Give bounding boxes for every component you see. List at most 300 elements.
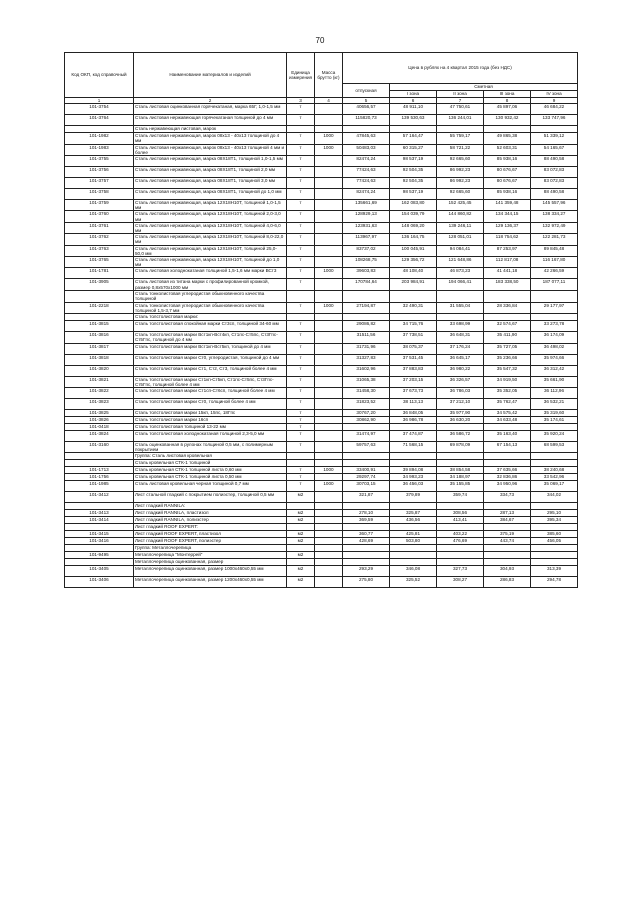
item-mass	[315, 566, 343, 577]
price-release: 360,77	[343, 531, 390, 538]
item-name: Сталь толстолистовая толщиной 13-22 мм	[134, 424, 287, 431]
price-zone-3: 85 938,16	[484, 156, 531, 167]
header-zone-3: III зона	[484, 91, 531, 98]
table-row	[65, 431, 578, 442]
price-zone-2: 308,27	[437, 577, 484, 588]
price-release: 31458,30	[343, 388, 390, 399]
item-mass	[315, 365, 343, 376]
price-zone-3: 35 236,66	[484, 354, 531, 365]
item-unit: т	[287, 442, 315, 453]
empty-cell	[343, 503, 390, 510]
header-mass: Масса брутто (кг)	[315, 53, 343, 98]
price-zone-2: 55 759,17	[437, 133, 484, 144]
empty-cell	[343, 559, 390, 566]
empty-cell	[437, 126, 484, 133]
item-mass	[315, 577, 343, 588]
price-zone-3: 87 253,97	[484, 245, 531, 256]
price-zone-2: 92 665,60	[437, 156, 484, 167]
item-code: 101-3759	[65, 200, 134, 211]
price-zone-2: 194 066,41	[437, 279, 484, 290]
price-zone-4: 35 319,60	[531, 410, 578, 417]
empty-cell	[484, 460, 531, 467]
price-zone-2: 35 977,90	[437, 410, 484, 417]
item-unit: т	[287, 424, 315, 431]
price-zone-1: 32 490,31	[390, 302, 437, 313]
table-row	[65, 467, 578, 474]
item-name: Металлочерепица оцинкованная, размер 1200х460х0,55 мм	[134, 577, 287, 588]
price-zone-1: 92 504,35	[390, 178, 437, 189]
item-code: 101-3762	[65, 234, 134, 245]
price-release: 39603,83	[343, 268, 390, 279]
empty-cell	[315, 126, 343, 133]
item-name: Сталь листовая нержавеющая, марок 08х13 - 40х13 толщиной до 4 мм	[134, 133, 287, 144]
item-mass	[315, 417, 343, 424]
table-row	[65, 388, 578, 399]
item-code: 101-3905	[65, 279, 134, 290]
price-zone-4: 54 165,67	[531, 144, 578, 155]
price-release: 115820,73	[343, 115, 390, 126]
empty-cell	[287, 559, 315, 566]
header-zone-4: IV зона	[531, 91, 578, 98]
section-title: Группа: Металлочерепица	[134, 545, 287, 552]
price-zone-2: 136 244,01	[437, 115, 484, 126]
price-release	[343, 424, 390, 431]
item-code: 101-3824	[65, 431, 134, 442]
empty-cell	[343, 460, 390, 467]
item-unit: м2	[287, 517, 315, 524]
item-mass	[315, 343, 343, 354]
item-mass	[315, 245, 343, 256]
item-unit: т	[287, 481, 315, 492]
price-zone-4: 395,34	[531, 517, 578, 524]
item-unit: м2	[287, 531, 315, 538]
empty-cell	[531, 559, 578, 566]
empty-cell	[315, 545, 343, 552]
table-row	[65, 365, 578, 376]
price-zone-3: 32 836,86	[484, 474, 531, 481]
price-zone-3: 49 865,38	[484, 133, 531, 144]
item-mass	[315, 234, 343, 245]
price-release: 123931,63	[343, 222, 390, 233]
section-row	[65, 503, 578, 510]
item-mass	[315, 424, 343, 431]
empty-cell	[287, 290, 315, 302]
price-zone-1: 57 164,47	[390, 133, 437, 144]
item-name: Лист гладкий ROOF EXPERT, полиэстер	[134, 538, 287, 545]
empty-cell	[287, 314, 315, 321]
item-code: 101-3821	[65, 376, 134, 387]
item-unit: м2	[287, 492, 315, 503]
item-mass	[315, 279, 343, 290]
price-zone-4: 133 747,96	[531, 115, 578, 126]
item-name: Сталь кровельная СТК-1 толщиной листа 0,60 мм	[134, 467, 287, 474]
table-row	[65, 302, 578, 313]
item-mass	[315, 354, 343, 365]
price-zone-1: 129 356,72	[390, 257, 437, 268]
price-zone-3: 34 633,48	[484, 417, 531, 424]
price-release: 108268,75	[343, 257, 390, 268]
item-code: 101-3761	[65, 222, 134, 233]
price-zone-3: 334,73	[484, 492, 531, 503]
price-zone-2: 47 750,61	[437, 104, 484, 115]
item-name: Сталь листовая нержавеющая, марка 12Х18Н10Т, толщиной 4,0-6,0 мм	[134, 222, 287, 233]
price-zone-2: 476,69	[437, 538, 484, 545]
price-zone-1: 37 203,15	[390, 376, 437, 387]
price-zone-4: 35 661,90	[531, 376, 578, 387]
table-row	[65, 332, 578, 343]
item-name: Сталь листовая нержавеющая горячекатаная толщиной до 4 мм	[134, 115, 287, 126]
item-unit: т	[287, 144, 315, 155]
header-zone-1: I зона	[390, 91, 437, 98]
price-zone-2: 36 630,20	[437, 417, 484, 424]
price-zone-1: 148 069,20	[390, 222, 437, 233]
price-release: 31511,56	[343, 332, 390, 343]
empty-cell	[484, 503, 531, 510]
price-zone-2: 413,41	[437, 517, 484, 524]
empty-cell	[390, 545, 437, 552]
empty-cell	[390, 503, 437, 510]
item-name: Сталь листовая нержавеющая, марка 12Х18Н10Т, толщиной до 1,0 мм	[134, 257, 287, 268]
price-zone-4: 88 490,58	[531, 189, 578, 200]
table-row	[65, 115, 578, 126]
header-unit: Единица измерения	[287, 53, 315, 98]
section-title: Группа: Сталь листовая кровельная	[134, 453, 287, 460]
item-mass	[315, 492, 343, 503]
item-code: 101-3413	[65, 510, 134, 517]
price-zone-3: 41 441,18	[484, 268, 531, 279]
table-row	[65, 577, 578, 588]
price-zone-1: 37 531,45	[390, 354, 437, 365]
item-name: Сталь оцинкованная в рулонах толщиной 0,5 мм, с полимерным покрытием	[134, 442, 287, 453]
item-unit: т	[287, 245, 315, 256]
price-zone-1: 425,81	[390, 531, 437, 538]
price-zone-2: 403,22	[437, 531, 484, 538]
price-zone-1: 325,52	[390, 577, 437, 588]
empty-cell	[315, 524, 343, 531]
table-row	[65, 474, 578, 481]
item-mass: 1000	[315, 481, 343, 492]
price-zone-3: 52 603,31	[484, 144, 531, 155]
item-code: 101-3756	[65, 167, 134, 178]
empty-cell	[531, 290, 578, 302]
item-mass	[315, 510, 343, 517]
price-zone-2: 33 698,99	[437, 321, 484, 332]
item-code: 101-3412	[65, 492, 134, 503]
table-row	[65, 156, 578, 167]
price-zone-2: 139 246,11	[437, 222, 484, 233]
item-mass	[315, 332, 343, 343]
item-unit: т	[287, 189, 315, 200]
item-code: 101-3763	[65, 245, 134, 256]
price-zone-2: 36 586,72	[437, 431, 484, 442]
price-release: 31602,96	[343, 365, 390, 376]
header-name: Наименование материалов и изделий	[134, 53, 287, 98]
empty-cell	[484, 453, 531, 460]
price-zone-4: 35 974,66	[531, 354, 578, 365]
section-code-cell	[65, 290, 134, 302]
table-row	[65, 234, 578, 245]
empty-cell	[531, 126, 578, 133]
empty-cell	[315, 290, 343, 302]
price-zone-1: 34 993,23	[390, 474, 437, 481]
item-mass	[315, 178, 343, 189]
item-code: 101-3406	[65, 577, 134, 588]
section-title: Сталь нержавеющая листовая, марок	[134, 126, 287, 133]
item-unit: м2	[287, 566, 315, 577]
item-unit: т	[287, 279, 315, 290]
empty-cell	[437, 460, 484, 467]
table-row	[65, 481, 578, 492]
item-name: Сталь листовая нержавеющая, марка 12Х18Н10Т, толщиной 1,0-1,5 мм	[134, 200, 287, 211]
price-zone-3: 375,19	[484, 531, 531, 538]
col-index: 5	[343, 98, 390, 104]
price-zone-3: 45 897,06	[484, 104, 531, 115]
price-release: 33400,91	[343, 467, 390, 474]
price-release: 27194,87	[343, 302, 390, 313]
table-row	[65, 552, 578, 559]
item-name: Сталь толстолистовая марки Вст1кп-Вст4кп, Ст1пс-Ст5пс, Ст3Гпс-Ст5Гпс, толщиной до 4 мм	[134, 332, 287, 343]
item-code: 101-3414	[65, 517, 134, 524]
item-unit: т	[287, 222, 315, 233]
price-release: 31065,38	[343, 376, 390, 387]
item-code: 101-9495	[65, 552, 134, 559]
price-release: 40656,57	[343, 104, 390, 115]
price-release: 82474,24	[343, 189, 390, 200]
price-zone-1: 346,08	[390, 566, 437, 577]
item-code: 101-3817	[65, 343, 134, 354]
header-release: отпускная	[343, 84, 390, 98]
item-code: 101-2218	[65, 302, 134, 313]
table-row	[65, 517, 578, 524]
empty-cell	[531, 453, 578, 460]
price-zone-2: 308,56	[437, 510, 484, 517]
item-unit: т	[287, 321, 315, 332]
table-row	[65, 133, 578, 144]
item-unit: т	[287, 211, 315, 222]
item-mass	[315, 538, 343, 545]
section-row	[65, 460, 578, 467]
item-unit: т	[287, 388, 315, 399]
item-unit: т	[287, 332, 315, 343]
empty-cell	[287, 126, 315, 133]
empty-cell	[390, 314, 437, 321]
item-code: 101-3416	[65, 538, 134, 545]
price-zone-2: 35 155,85	[437, 481, 484, 492]
table-row	[65, 492, 578, 503]
empty-cell	[343, 126, 390, 133]
price-zone-1: 38 075,37	[390, 343, 437, 354]
table-row	[65, 399, 578, 410]
price-zone-1: 162 083,80	[390, 200, 437, 211]
price-zone-2	[437, 424, 484, 431]
item-unit: т	[287, 302, 315, 313]
price-zone-3: 34 575,42	[484, 410, 531, 417]
section-title: Сталь тонколистовая углеродистая обыкновенного качества толщиной	[134, 290, 287, 302]
table-row	[65, 222, 578, 233]
price-zone-4: 385,60	[531, 531, 578, 538]
item-code: 101-1982	[65, 133, 134, 144]
price-zone-3: 80 676,67	[484, 167, 531, 178]
empty-cell	[343, 453, 390, 460]
price-zone-4: 42 266,59	[531, 268, 578, 279]
item-code: 101-1781	[65, 268, 134, 279]
price-zone-4: 51 339,12	[531, 133, 578, 144]
col-index: 4	[315, 98, 343, 104]
item-unit: т	[287, 365, 315, 376]
table-row	[65, 410, 578, 417]
item-name: Сталь листовая холоднокатаная толщиной 1,5-1,6 мм марки ВСт3	[134, 268, 287, 279]
empty-cell	[390, 290, 437, 302]
price-release	[343, 552, 390, 559]
price-release: 47845,63	[343, 133, 390, 144]
item-mass	[315, 474, 343, 481]
price-release: 135661,69	[343, 200, 390, 211]
price-release: 50483,03	[343, 144, 390, 155]
section-row	[65, 290, 578, 302]
table-row	[65, 566, 578, 577]
price-release: 30862,90	[343, 417, 390, 424]
section-code-cell	[65, 559, 134, 566]
price-zone-1: 60 315,27	[390, 144, 437, 155]
price-zone-4: 116 167,80	[531, 257, 578, 268]
price-zone-3: 35 762,47	[484, 399, 531, 410]
price-zone-2: 92 665,60	[437, 189, 484, 200]
table-row	[65, 510, 578, 517]
price-zone-4: 344,02	[531, 492, 578, 503]
item-mass	[315, 442, 343, 453]
price-zone-4: 36 174,09	[531, 332, 578, 343]
empty-cell	[484, 524, 531, 531]
price-zone-2: 37 176,24	[437, 343, 484, 354]
item-unit: м2	[287, 510, 315, 517]
item-name: Сталь толстолистовая марки Ст0, углеродистая, толщиной до 4 мм	[134, 354, 287, 365]
empty-cell	[287, 453, 315, 460]
price-zone-2: 34 188,97	[437, 474, 484, 481]
item-name: Сталь листовая нержавеющая, марка 12Х18Н10Т, толщиной 25,0-50,0 мм	[134, 245, 287, 256]
item-mass	[315, 399, 343, 410]
item-code: 101-3820	[65, 365, 134, 376]
table-row	[65, 178, 578, 189]
empty-cell	[315, 559, 343, 566]
item-code: 101-1985	[65, 481, 134, 492]
price-zone-4: 36 532,21	[531, 399, 578, 410]
empty-cell	[315, 460, 343, 467]
price-zone-2: 36 326,57	[437, 376, 484, 387]
item-mass: 1000	[315, 144, 343, 155]
price-release: 83737,02	[343, 245, 390, 256]
price-zone-4	[531, 552, 578, 559]
empty-cell	[287, 545, 315, 552]
table-row	[65, 189, 578, 200]
price-zone-1	[390, 424, 437, 431]
price-zone-1: 503,80	[390, 538, 437, 545]
item-name: Лист гладкий ROOF EXPERT, пластизол	[134, 531, 287, 538]
item-code: 101-3755	[65, 156, 134, 167]
item-name: Лист стальной гладкий с покрытием полиэстер, толщиной 0,5 мм	[134, 492, 287, 503]
price-zone-3: 28 336,84	[484, 302, 531, 313]
price-release: 59757,63	[343, 442, 390, 453]
price-zone-2: 327,73	[437, 566, 484, 577]
empty-cell	[531, 503, 578, 510]
item-name: Сталь листовая нержавеющая, марка 12Х18Н10Т, толщиной 2,0-3,0 мм	[134, 211, 287, 222]
price-zone-4	[531, 424, 578, 431]
price-release: 113967,97	[343, 234, 390, 245]
price-zone-1: 154 039,79	[390, 211, 437, 222]
table-row	[65, 279, 578, 290]
empty-cell	[390, 524, 437, 531]
empty-cell	[437, 559, 484, 566]
price-zone-3: 34 950,96	[484, 481, 531, 492]
price-zone-2: 38 854,58	[437, 467, 484, 474]
empty-cell	[484, 545, 531, 552]
price-table	[64, 52, 578, 588]
item-name: Сталь листовая оцинкованная горячекатаная, марка 65Г, 1,0-1,5 мм	[134, 104, 287, 115]
item-unit: т	[287, 431, 315, 442]
price-zone-3: 129 136,37	[484, 222, 531, 233]
empty-cell	[437, 453, 484, 460]
item-unit: т	[287, 133, 315, 144]
col-index: 9	[531, 98, 578, 104]
empty-cell	[437, 290, 484, 302]
table-row	[65, 343, 578, 354]
section-title: Лист гладкий ROOF EXPERT:	[134, 524, 287, 531]
price-zone-4: 122 281,73	[531, 234, 578, 245]
section-title: Металлочерепица оцинкованная, размер	[134, 559, 287, 566]
empty-cell	[287, 524, 315, 531]
price-zone-3: 286,83	[484, 577, 531, 588]
empty-cell	[437, 545, 484, 552]
item-unit: т	[287, 257, 315, 268]
item-mass: 1000	[315, 467, 343, 474]
price-zone-3: 35 352,05	[484, 388, 531, 399]
price-zone-3: 134 344,15	[484, 211, 531, 222]
price-zone-3: 141 359,48	[484, 200, 531, 211]
price-zone-2: 86 992,23	[437, 167, 484, 178]
item-mass	[315, 552, 343, 559]
item-unit: м2	[287, 577, 315, 588]
table-row	[65, 354, 578, 365]
empty-cell	[287, 503, 315, 510]
item-mass: 1000	[315, 302, 343, 313]
empty-cell	[390, 559, 437, 566]
item-name: Сталь толстолистовая марки Вст1кп-Вст5кп, толщиной до 4 мм	[134, 343, 287, 354]
price-zone-4: 83 072,83	[531, 167, 578, 178]
price-zone-2: 69 878,09	[437, 442, 484, 453]
price-zone-1: 36 456,03	[390, 481, 437, 492]
section-title: Сталь толстолистовая марки:	[134, 314, 287, 321]
item-name: Сталь тонколистовая углеродистая обыкновенного качества толщиной 1,5-3,7 мм	[134, 302, 287, 313]
price-zone-2: 46 873,23	[437, 268, 484, 279]
item-unit: т	[287, 474, 315, 481]
item-code: 101-3823	[65, 399, 134, 410]
table-row	[65, 321, 578, 332]
price-zone-2: 36 786,03	[437, 388, 484, 399]
col-index: 7	[437, 98, 484, 104]
empty-cell	[437, 314, 484, 321]
item-unit: т	[287, 467, 315, 474]
empty-cell	[531, 460, 578, 467]
price-zone-1: 203 984,91	[390, 279, 437, 290]
price-zone-3: 287,13	[484, 510, 531, 517]
col-index: 1	[65, 98, 134, 104]
header-code: Код ОКП, код справочный	[65, 53, 134, 98]
section-row	[65, 126, 578, 133]
empty-cell	[390, 460, 437, 467]
price-zone-3: 80 676,67	[484, 178, 531, 189]
item-unit: т	[287, 178, 315, 189]
table-row	[65, 167, 578, 178]
item-name: Сталь листовая нержавеющая, марка 12Х18Н10Т, толщиной 8,0-22,0 мм	[134, 234, 287, 245]
